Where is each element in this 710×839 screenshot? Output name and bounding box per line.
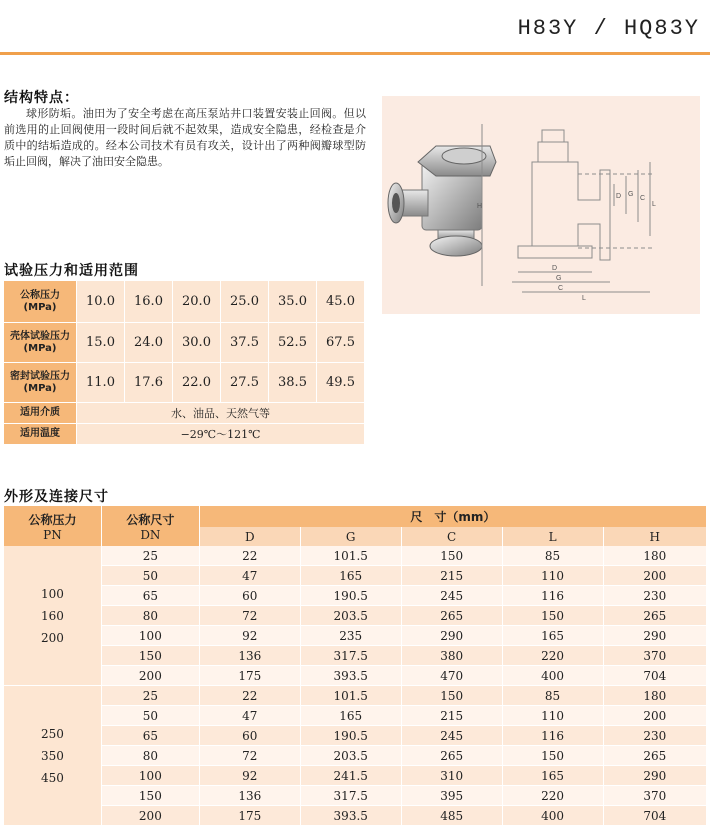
row-label: 密封试验压力 (MPa) <box>4 363 77 403</box>
table-row <box>4 606 707 626</box>
dn-cell: 65 <box>101 726 199 746</box>
dimension-cell: 101.5 <box>300 546 401 566</box>
product-figure <box>382 96 700 314</box>
dimension-cell: 200 <box>603 566 706 586</box>
dn-cell: 200 <box>101 666 199 686</box>
table-row <box>4 706 707 726</box>
drawing-label: C <box>640 195 646 202</box>
dimension-cell: 317.5 <box>300 786 401 806</box>
medium-row <box>4 403 365 424</box>
dimension-cell: 60 <box>199 586 300 606</box>
dimension-cell: 175 <box>199 806 300 826</box>
dimension-cell: 265 <box>603 746 706 766</box>
cell: 11.0 <box>77 363 125 403</box>
dimension-cell: 180 <box>603 686 706 706</box>
dn-cell: 50 <box>101 566 199 586</box>
range-row <box>4 323 365 363</box>
dimension-cell: 150 <box>502 606 603 626</box>
drawing-label: L <box>652 201 656 208</box>
dimension-cell: 245 <box>401 726 502 746</box>
dimension-cell: 190.5 <box>300 586 401 606</box>
dimension-cell: 190.5 <box>300 726 401 746</box>
dimension-cell: 290 <box>603 766 706 786</box>
dimension-cell: 180 <box>603 546 706 566</box>
dimension-cell: 116 <box>502 726 603 746</box>
dimension-cell: 110 <box>502 566 603 586</box>
cell: 16.0 <box>125 281 173 323</box>
pn-header: 公称压力 PN <box>4 506 102 546</box>
dimension-cell: 85 <box>502 546 603 566</box>
dimension-cell: 203.5 <box>300 746 401 766</box>
col-h: H <box>603 527 706 546</box>
dimension-cell: 150 <box>401 686 502 706</box>
dn-cell: 80 <box>101 746 199 766</box>
cell: 17.6 <box>125 363 173 403</box>
drawing-label: L <box>582 295 586 302</box>
cell: 10.0 <box>77 281 125 323</box>
dimension-cell: 165 <box>502 766 603 786</box>
dimension-cell: 235 <box>300 626 401 646</box>
dimension-cell: 290 <box>401 626 502 646</box>
dimensions-table <box>3 506 706 826</box>
dn-cell: 65 <box>101 586 199 606</box>
pn-value: 250 <box>41 726 64 741</box>
pn-value: 450 <box>41 770 64 785</box>
drawing-label: G <box>556 275 562 282</box>
dimension-cell: 290 <box>603 626 706 646</box>
dims-heading: 外形及连接尺寸 <box>4 489 109 505</box>
dimension-cell: 317.5 <box>300 646 401 666</box>
dimension-cell: 265 <box>401 606 502 626</box>
table-row <box>4 746 707 766</box>
valve-photo <box>388 146 496 256</box>
col-l: L <box>502 527 603 546</box>
dimension-cell: 370 <box>603 786 706 806</box>
dimension-cell: 150 <box>401 546 502 566</box>
features-text: 球形防垢。油田为了安全考虑在高压泵站井口装置安装止回阀。但以前选用的止回阀使用一段时间后就不起效果，造成安全隐患，经检查是介质中的结垢造成的。经本公司技术有员有攻关，设计出了两种阀瓣球型防垢止回阀，解决了油田安全隐患。 <box>4 107 366 168</box>
drawing-label: D <box>552 265 558 272</box>
range-heading: 试验压力和适用范围 <box>4 263 139 279</box>
dimension-cell: 47 <box>199 566 300 586</box>
dimension-cell: 220 <box>502 646 603 666</box>
dimension-cell: 265 <box>603 606 706 626</box>
medium-value: 水、油品、天然气等 <box>77 403 365 424</box>
dimension-cell: 203.5 <box>300 606 401 626</box>
temperature-value: −29℃～121℃ <box>77 424 365 445</box>
dimension-cell: 136 <box>199 646 300 666</box>
model-title: H83Y / HQ83Y <box>517 16 700 41</box>
dn-cell: 150 <box>101 786 199 806</box>
dimension-cell: 165 <box>502 626 603 646</box>
cell: 37.5 <box>221 323 269 363</box>
dimension-cell: 370 <box>603 646 706 666</box>
pn-value: 100 <box>41 586 64 601</box>
table-row <box>4 686 707 706</box>
dimension-cell: 241.5 <box>300 766 401 786</box>
dimension-cell: 310 <box>401 766 502 786</box>
dimension-cell: 395 <box>401 786 502 806</box>
dn-cell: 25 <box>101 686 199 706</box>
dimension-cell: 380 <box>401 646 502 666</box>
dimension-cell: 245 <box>401 586 502 606</box>
features-heading: 结构特点： <box>4 90 79 106</box>
dimension-cell: 393.5 <box>300 666 401 686</box>
dn-cell: 50 <box>101 706 199 726</box>
dn-cell: 100 <box>101 766 199 786</box>
dimension-cell: 116 <box>502 586 603 606</box>
valve-illustration <box>382 96 700 314</box>
row-label: 壳体试验压力 (MPa) <box>4 323 77 363</box>
table-row <box>4 546 707 566</box>
dn-cell: 25 <box>101 546 199 566</box>
drawing-label: C <box>558 285 564 292</box>
table-row <box>4 766 707 786</box>
dimension-cell: 165 <box>300 566 401 586</box>
dimension-cell: 85 <box>502 686 603 706</box>
dimension-cell: 92 <box>199 766 300 786</box>
dn-cell: 80 <box>101 606 199 626</box>
dn-cell: 150 <box>101 646 199 666</box>
cell: 24.0 <box>125 323 173 363</box>
dimension-cell: 200 <box>603 706 706 726</box>
dn-cell: 100 <box>101 626 199 646</box>
drawing-label: G <box>628 191 634 198</box>
col-c: C <box>401 527 502 546</box>
dimension-cell: 393.5 <box>300 806 401 826</box>
temperature-label: 适用温度 <box>4 424 77 445</box>
cell: 49.5 <box>317 363 365 403</box>
dimension-cell: 150 <box>502 746 603 766</box>
pn-value: 350 <box>41 748 64 763</box>
pn-value: 200 <box>41 630 64 645</box>
table-row <box>4 626 707 646</box>
dimension-cell: 704 <box>603 666 706 686</box>
table-row <box>4 646 707 666</box>
dimension-cell: 230 <box>603 726 706 746</box>
range-row <box>4 363 365 403</box>
dn-header: 公称尺寸 DN <box>101 506 199 546</box>
dimension-cell: 165 <box>300 706 401 726</box>
dimension-cell: 72 <box>199 606 300 626</box>
dimension-cell: 230 <box>603 586 706 606</box>
cell: 20.0 <box>173 281 221 323</box>
row-label: 公称压力 (MPa) <box>4 281 77 323</box>
dimension-cell: 47 <box>199 706 300 726</box>
col-g: G <box>300 527 401 546</box>
pn-group-cell <box>4 546 102 686</box>
pn-value: 160 <box>41 608 64 623</box>
dn-cell: 200 <box>101 806 199 826</box>
table-row <box>4 806 707 826</box>
dimension-drawing <box>482 124 652 292</box>
dimension-cell: 265 <box>401 746 502 766</box>
table-row <box>4 566 707 586</box>
cell: 22.0 <box>173 363 221 403</box>
drawing-label: H <box>477 203 483 210</box>
header-row <box>4 506 707 527</box>
dimension-cell: 92 <box>199 626 300 646</box>
cell: 27.5 <box>221 363 269 403</box>
dimension-cell: 101.5 <box>300 686 401 706</box>
table-row <box>4 586 707 606</box>
header-divider <box>0 52 710 55</box>
drawing-label: D <box>616 193 622 200</box>
cell: 35.0 <box>269 281 317 323</box>
dimension-cell: 110 <box>502 706 603 726</box>
pn-group-cell <box>4 686 102 826</box>
dimension-cell: 60 <box>199 726 300 746</box>
temperature-row <box>4 424 365 445</box>
table-row <box>4 666 707 686</box>
cell: 15.0 <box>77 323 125 363</box>
dimension-cell: 215 <box>401 566 502 586</box>
dimension-cell: 485 <box>401 806 502 826</box>
dimension-cell: 400 <box>502 666 603 686</box>
cell: 30.0 <box>173 323 221 363</box>
cell: 45.0 <box>317 281 365 323</box>
col-d: D <box>199 527 300 546</box>
dimension-cell: 215 <box>401 706 502 726</box>
range-table <box>3 280 365 445</box>
cell: 52.5 <box>269 323 317 363</box>
cell: 25.0 <box>221 281 269 323</box>
dimension-cell: 72 <box>199 746 300 766</box>
dimension-cell: 22 <box>199 546 300 566</box>
range-row <box>4 281 365 323</box>
cell: 67.5 <box>317 323 365 363</box>
table-row <box>4 786 707 806</box>
dimension-cell: 704 <box>603 806 706 826</box>
dimension-cell: 220 <box>502 786 603 806</box>
table-row <box>4 726 707 746</box>
cell: 38.5 <box>269 363 317 403</box>
dimension-cell: 136 <box>199 786 300 806</box>
dimension-cell: 175 <box>199 666 300 686</box>
dimension-cell: 400 <box>502 806 603 826</box>
dimension-cell: 470 <box>401 666 502 686</box>
medium-label: 适用介质 <box>4 403 77 424</box>
dimension-cell: 22 <box>199 686 300 706</box>
size-header: 尺 寸（mm） <box>199 506 706 527</box>
